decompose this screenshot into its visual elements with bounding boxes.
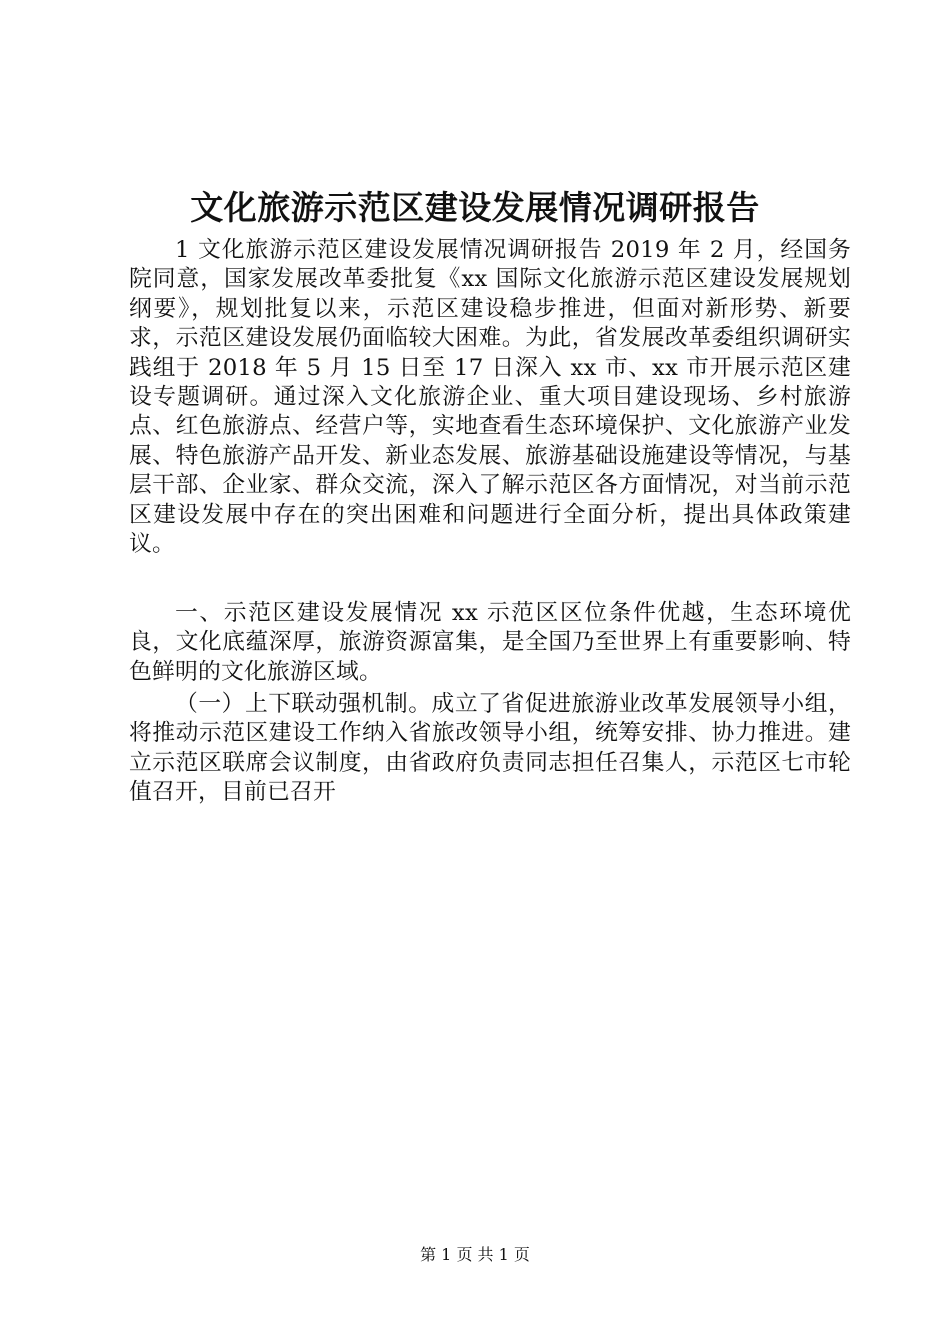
page-footer: 第 1 页 共 1 页 (420, 1245, 530, 1264)
paragraph-subsection-one: （一）上下联动强机制。成立了省促进旅游业改革发展领导小组，将推动示范区建设工作纳入省旅改领导小组，统筹安排、协力推进。建立示范区联席会议制度，由省政府负责同志担任召集人，示范区七市轮值召开，目前已召开 (129, 691, 851, 806)
document-title: 文化旅游示范区建设发展情况调研报告 (190, 188, 760, 227)
paragraph-intro: 1 文化旅游示范区建设发展情况调研报告 2019 年 2 月，经国务院同意，国家发展改革委批复《xx 国际文化旅游示范区建设发展规划纲要》，规划批复以来，示范区建设稳步推进，但面对新形势、新要求，示范区建设发展仍面临较大困难。为此，省发展改革委组织调研实践组于 2018 年 5 月 15 日至 17 日深入 xx 市、xx 市开展示范区建设专题调研。通过深入文化旅游企业、重大项目建设现场、乡村旅游点、红色旅游点、经营户等，实地查看生态环境保护、文化旅游产业发展、特色旅游产品开发、新业态发展、旅游基础设施建设等情况，与基层干部、企业家、群众交流，深入了解示范区各方面情况，对当前示范区建设发展中存在的突出困难和问题进行全面分析，提出具体政策建议。 (129, 237, 851, 558)
paragraph-section-one: 一、示范区建设发展情况 xx 示范区区位条件优越，生态环境优良，文化底蕴深厚，旅游资源富集，是全国乃至世界上有重要影响、特色鲜明的文化旅游区域。 (129, 600, 851, 685)
